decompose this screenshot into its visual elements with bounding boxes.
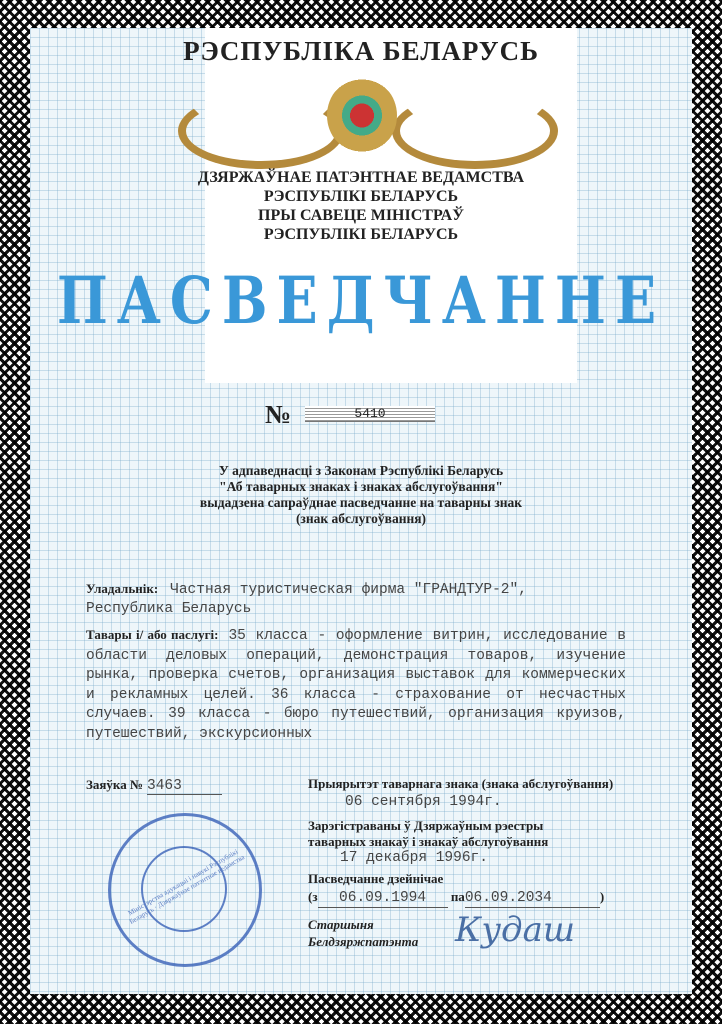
registration-date: 17 декабря 1996г. [340, 850, 488, 866]
official-stamp [108, 813, 262, 967]
law-line: (знак абслугоўвання) [295, 511, 427, 526]
document-title: ПАСВЕДЧАННЕ [56, 261, 666, 339]
signatory-org: Белдзяржпатэнта [308, 934, 419, 949]
law-statement [30, 463, 692, 527]
law-line: "Аб таварных знаках і знаках абслугоўвання" [219, 479, 503, 494]
signatory [308, 916, 418, 950]
right-ornament [392, 93, 558, 169]
validity-from: 06.09.1994 [318, 889, 448, 908]
registered-label [308, 818, 548, 850]
country-title: РЭСПУБЛІКА БЕЛАРУСЬ [183, 36, 539, 66]
agency-line: ПРЫ САВЕЦЕ МІНІСТРАЎ [258, 207, 464, 224]
registered-line: таварных знакаў і знакаў абслугоўвання [308, 834, 549, 849]
agency-line: ДЗЯРЖАЎНАЕ ПАТЭНТНАЕ ВЕДАМСТВА [197, 169, 525, 186]
registered-line: Зарэгістраваны ў Дзяржаўным рэестры [308, 818, 544, 833]
goods-label: Тавары і/ або паслугі: [86, 627, 219, 642]
validity-to-label: па [450, 889, 465, 904]
application-label: Заяўка № [86, 777, 144, 792]
validity-label: Пасведчанне дзейнічае [308, 871, 444, 886]
owner-label: Уладальнік: [86, 581, 159, 596]
goods-value: 35 класса - оформление витрин, исследование в области деловых операций, демонстрация товаров, изучение рынка, проверка счетов, организация выставок для коммерческих и рекламных целей. 36 класса - страхование от несчастных случаев. 39 класса - бюро путешествий, организация круизов, путешествий, экскурсионных [86, 628, 626, 742]
owner-country: Республика Беларусь [86, 601, 252, 617]
certificate-number: 5410 [305, 406, 435, 422]
owner-value: Частная туристическая фирма "ГРАНДТУР-2", [170, 582, 527, 598]
law-line: выдадзена сапраўднае пасведчанне на таварны знак [199, 495, 523, 510]
left-ornament [178, 93, 344, 169]
stamp-text: Міністэрства адукацыі і навукі Рэспублікі Беларусь · Дзяржаўнае патэнтнае ведамства [126, 847, 246, 926]
agency-line: РЭСПУБЛІКІ БЕЛАРУСЬ [263, 226, 459, 243]
law-line: У адпаведнасці з Законам Рэспублікі Беларусь [218, 463, 504, 478]
validity-section [308, 870, 604, 908]
number-sign: № [265, 400, 292, 429]
validity-to: 06.09.2034 [465, 889, 600, 908]
priority-date: 06 сентября 1994г. [345, 794, 502, 810]
application-number: 3463 [147, 778, 222, 795]
certificate-paper [30, 28, 692, 994]
priority-label: Прыярытэт таварнага знака (знака абслугоўвання) [308, 776, 614, 791]
application-section [86, 776, 222, 795]
coat-of-arms-emblem [327, 78, 397, 153]
validity-from-label: (з [308, 889, 318, 904]
owner-section [86, 580, 606, 618]
validity-close: ) [599, 889, 605, 904]
handwritten-signature: Кудаш [455, 910, 576, 950]
agency-name [30, 168, 692, 244]
signatory-title: Старшыня [308, 917, 374, 932]
goods-section [86, 626, 626, 743]
agency-line: РЭСПУБЛІКІ БЕЛАРУСЬ [263, 188, 459, 205]
